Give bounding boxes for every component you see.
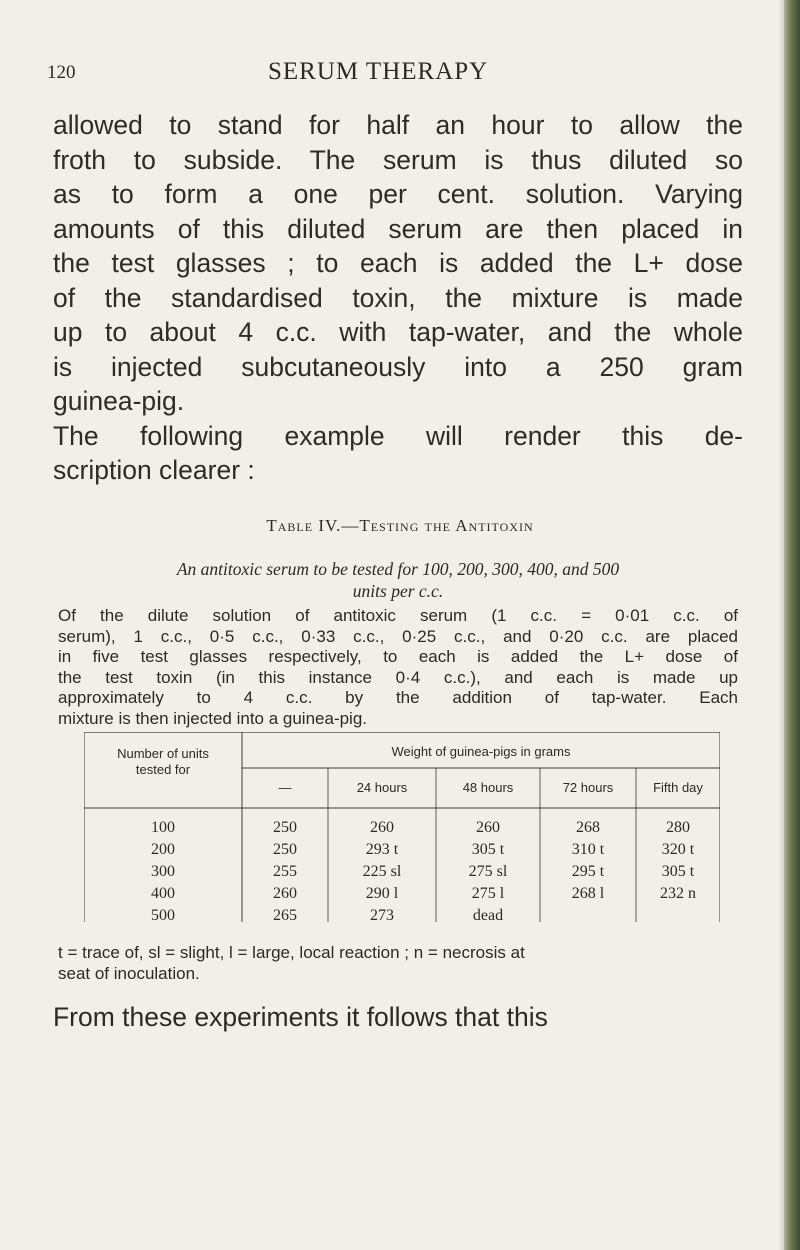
table-cell: 232 n [660, 885, 696, 902]
table-cell: 225 sl [362, 863, 402, 880]
footnote-line: t = trace of, sl = slight, l = large, local reaction ; n = necrosis at [58, 943, 525, 962]
page-edge [784, 0, 800, 1250]
table-cell: 250 [273, 819, 297, 836]
table-grid [84, 732, 720, 922]
note-line: in five test glasses respectively, to each is added the L+ dose of [58, 647, 738, 666]
running-title: SERUM THERAPY [268, 58, 489, 85]
closing-line: From these experiments it follows that this [53, 1002, 548, 1032]
table-cell: 250 [273, 841, 297, 858]
units-header-line: tested for [135, 762, 191, 777]
weight-group-header: Weight of guinea-pigs in grams [391, 744, 571, 759]
table-cell: 280 [666, 819, 690, 836]
page-number: 120 [47, 62, 76, 83]
body-line: guinea-pig. [53, 386, 185, 416]
body-line: of the standardised toxin, the mixture is made [53, 282, 743, 313]
table-cell: 293 t [365, 841, 399, 858]
table-cell: 260 [476, 819, 500, 836]
table-cell: 305 t [471, 841, 505, 858]
column-header: Fifth day [653, 780, 703, 795]
body-line: as to form a one per cent. solution. Varying [53, 179, 743, 209]
table-cell: 268 [576, 819, 600, 836]
table-cell: 300 [151, 863, 175, 880]
note-line: the test toxin (in this instance 0·4 c.c.), and each is made up [58, 667, 738, 687]
page-header [0, 58, 780, 92]
table-cell: 255 [273, 863, 297, 880]
body-line: scription clearer : [53, 455, 255, 485]
table-caption [58, 558, 738, 602]
body-line: is injected subcutaneously into a 250 gram [53, 351, 743, 382]
table-cell: dead [472, 907, 504, 922]
column-header: — [278, 780, 292, 795]
units-header-line: Number of units [117, 746, 209, 761]
note-line: serum), 1 c.c., 0·5 c.c., 0·33 c.c., 0·25 c.c., and 0·20 c.c. are placed [58, 626, 738, 646]
note-line: Of the dilute solution of antitoxic serum (1 c.c. = 0·01 c.c. of [58, 606, 738, 625]
table-cell: 273 [370, 907, 394, 922]
table-cell: 200 [151, 841, 175, 858]
column-header: 24 hours [356, 780, 408, 795]
body-paragraph [53, 108, 743, 488]
table-cell: 500 [151, 907, 175, 922]
table-footnote [58, 942, 738, 984]
table-cell: 320 t [661, 841, 695, 858]
column-header: 48 hours [462, 780, 514, 795]
note-line: mixture is then injected into a guinea-pig. [58, 708, 368, 728]
caption-line: units per c.c. [352, 581, 444, 601]
table-cell: 268 l [571, 885, 605, 902]
body-line: froth to subside. The serum is thus diluted so [53, 144, 743, 175]
body-line: amounts of this diluted serum are then placed in [53, 213, 743, 244]
body-line: the test glasses ; to each is added the L+ dose [53, 248, 743, 278]
note-line: approximately to 4 c.c. by the addition of tap-water. Each [58, 688, 738, 707]
body-line: The following example will render this de- [53, 420, 743, 451]
table-cell: 265 [273, 907, 297, 922]
table-cell: 400 [151, 885, 175, 902]
body-line: allowed to stand for half an hour to allow the [53, 110, 743, 140]
data-table [84, 732, 720, 922]
body-line: up to about 4 c.c. with tap-water, and the whole [53, 317, 743, 347]
column-header: 72 hours [562, 780, 614, 795]
table-cell: 260 [273, 885, 297, 902]
footnote-line: seat of inoculation. [58, 964, 200, 983]
table-cell: 310 t [571, 841, 605, 858]
table-cell: 275 l [471, 885, 505, 902]
table-cell: 305 t [661, 863, 695, 880]
table-cell: 100 [151, 819, 175, 836]
table-cell: 260 [370, 819, 394, 836]
table-note [58, 606, 738, 729]
table-cell: 290 l [365, 885, 399, 902]
table-cell: 295 t [571, 863, 605, 880]
table-cell: 275 sl [468, 863, 508, 880]
table-heading: Table IV.—Testing the Antitoxin [266, 516, 534, 535]
caption-line: An antitoxic serum to be tested for 100, 200, 300, 400, and 500 [176, 559, 620, 579]
